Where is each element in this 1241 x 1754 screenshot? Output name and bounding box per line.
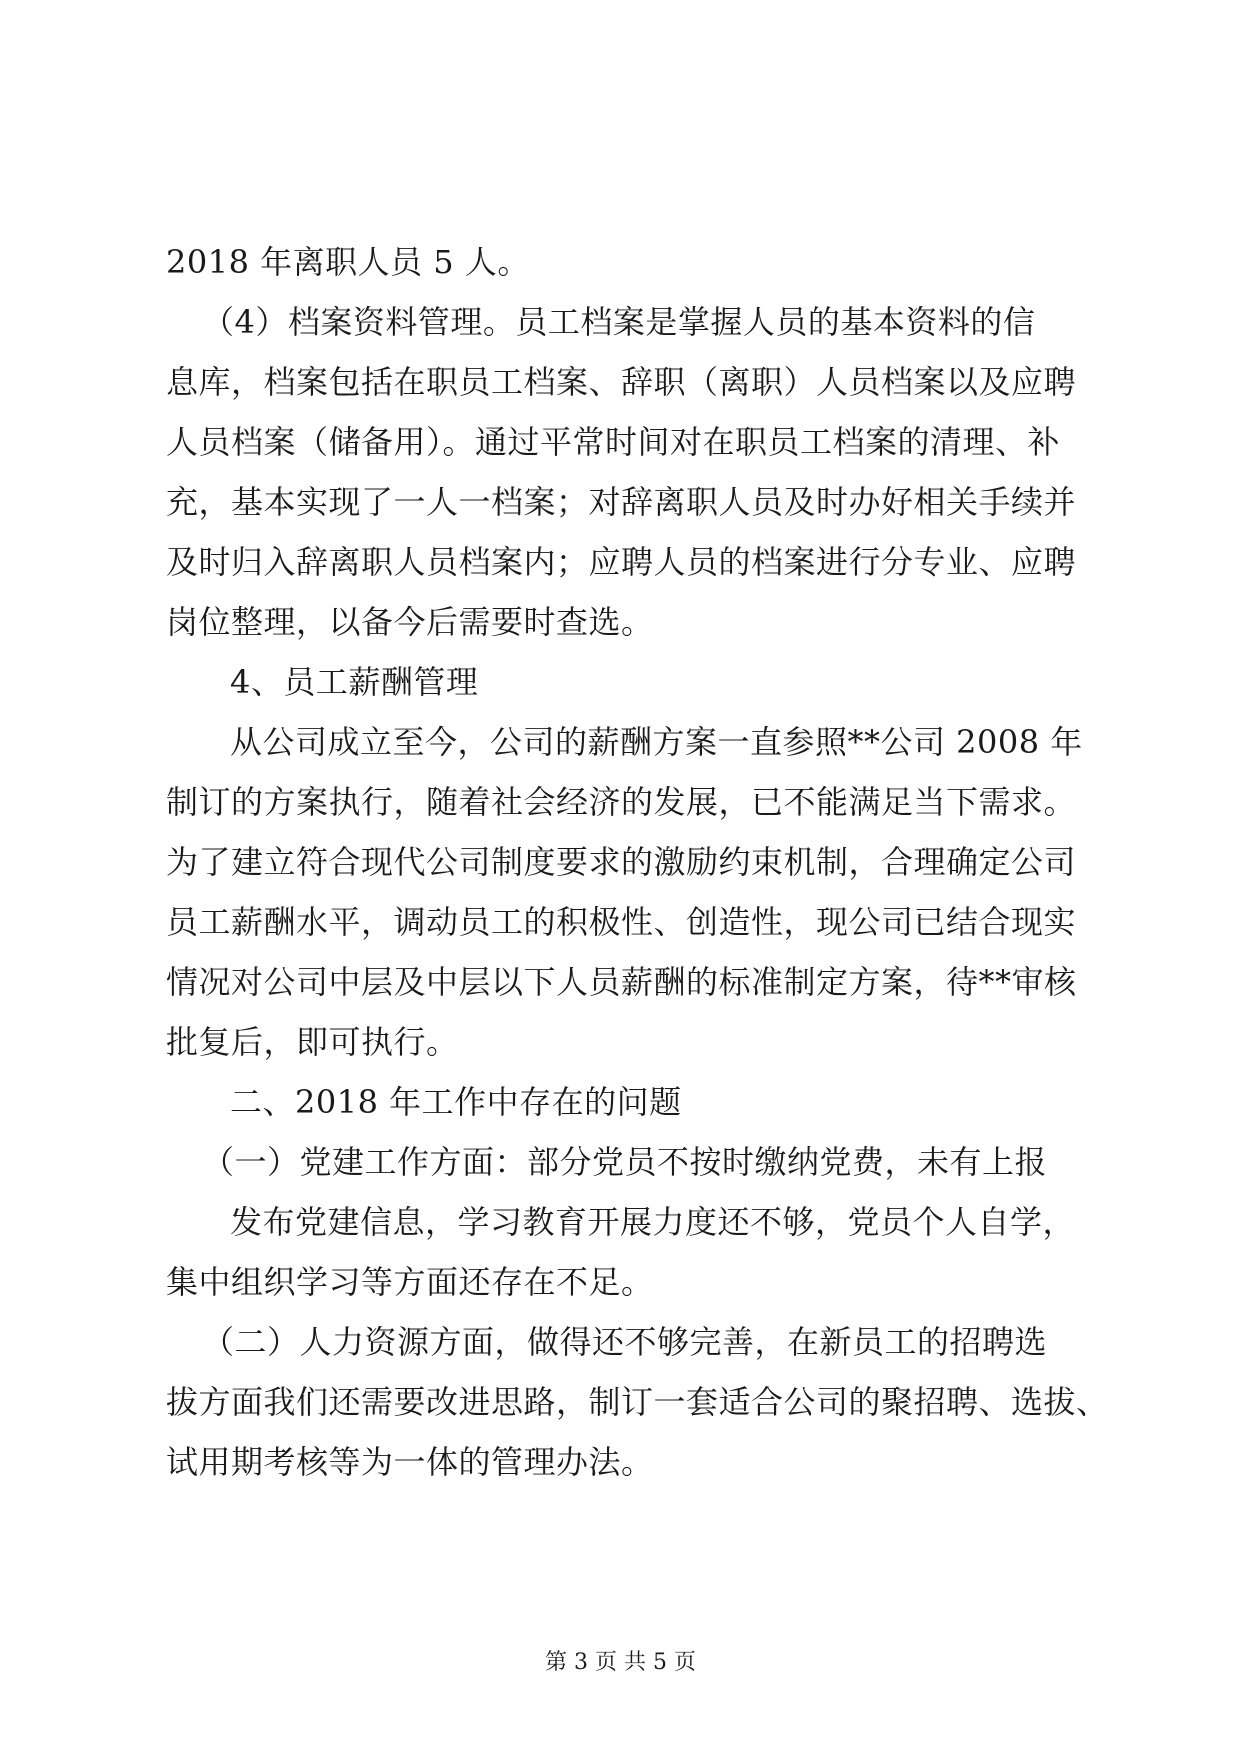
heading-problems-2018 — [166, 1072, 1081, 1132]
document-body — [166, 232, 1109, 1492]
page-number-footer: 第 3 页 共 5 页 — [545, 1650, 696, 1675]
text-line: 情况对公司中层及中层以下人员薪酬的标准制定方案，待**审核 — [166, 963, 1077, 1001]
text-line: （一）党建工作方面：部分党员不按时缴纳党费，未有上报 — [202, 1143, 1048, 1181]
text-line: 试用期考核等为一体的管理办法。 — [166, 1443, 654, 1481]
text-line: 为了建立符合现代公司制度要求的激励约束机制，合理确定公司 — [166, 843, 1077, 881]
paragraph-archive-management — [166, 292, 1081, 652]
text-line: 岗位整理，以备今后需要时查选。 — [166, 603, 654, 641]
text-line: 人员档案（储备用）。通过平常时间对在职员工档案的清理、补 — [166, 423, 1061, 461]
text-line: 息库，档案包括在职员工档案、辞职（离职）人员档案以及应聘 — [166, 363, 1077, 401]
text-line: 集中组织学习等方面还存在不足。 — [166, 1263, 654, 1301]
text-line: 2018 年离职人员 5 人。 — [166, 243, 530, 281]
section-heading: 4、员工薪酬管理 — [230, 663, 479, 701]
text-line: （4）档案资料管理。员工档案是掌握人员的基本资料的信 — [202, 303, 1036, 341]
paragraph-salary-plan — [166, 712, 1081, 1072]
text-line: 充，基本实现了一人一档案；对辞离职人员及时办好相关手续并 — [166, 483, 1077, 521]
paragraph-human-resources — [166, 1312, 1109, 1492]
text-line: 及时归入辞离职人员档案内；应聘人员的档案进行分专业、应聘 — [166, 543, 1077, 581]
text-line: 批复后，即可执行。 — [166, 1023, 459, 1061]
paragraph-resignation-count — [166, 232, 1081, 292]
text-line: 员工薪酬水平，调动员工的积极性、创造性，现公司已结合现实 — [166, 903, 1077, 941]
text-line: 从公司成立至今，公司的薪酬方案一直参照**公司 2008 年 — [230, 723, 1083, 761]
text-line: 制订的方案执行，随着社会经济的发展，已不能满足当下需求。 — [166, 783, 1077, 821]
heading-salary-management — [166, 652, 1081, 712]
paragraph-party-building — [166, 1132, 1081, 1312]
text-line: 拔方面我们还需要改进思路，制订一套适合公司的聚招聘、选拔、 — [166, 1383, 1109, 1421]
text-line: 发布党建信息，学习教育开展力度还不够，党员个人自学， — [230, 1203, 1076, 1241]
section-heading: 二、2018 年工作中存在的问题 — [230, 1083, 682, 1121]
text-line: （二）人力资源方面，做得还不够完善，在新员工的招聘选 — [202, 1323, 1048, 1361]
